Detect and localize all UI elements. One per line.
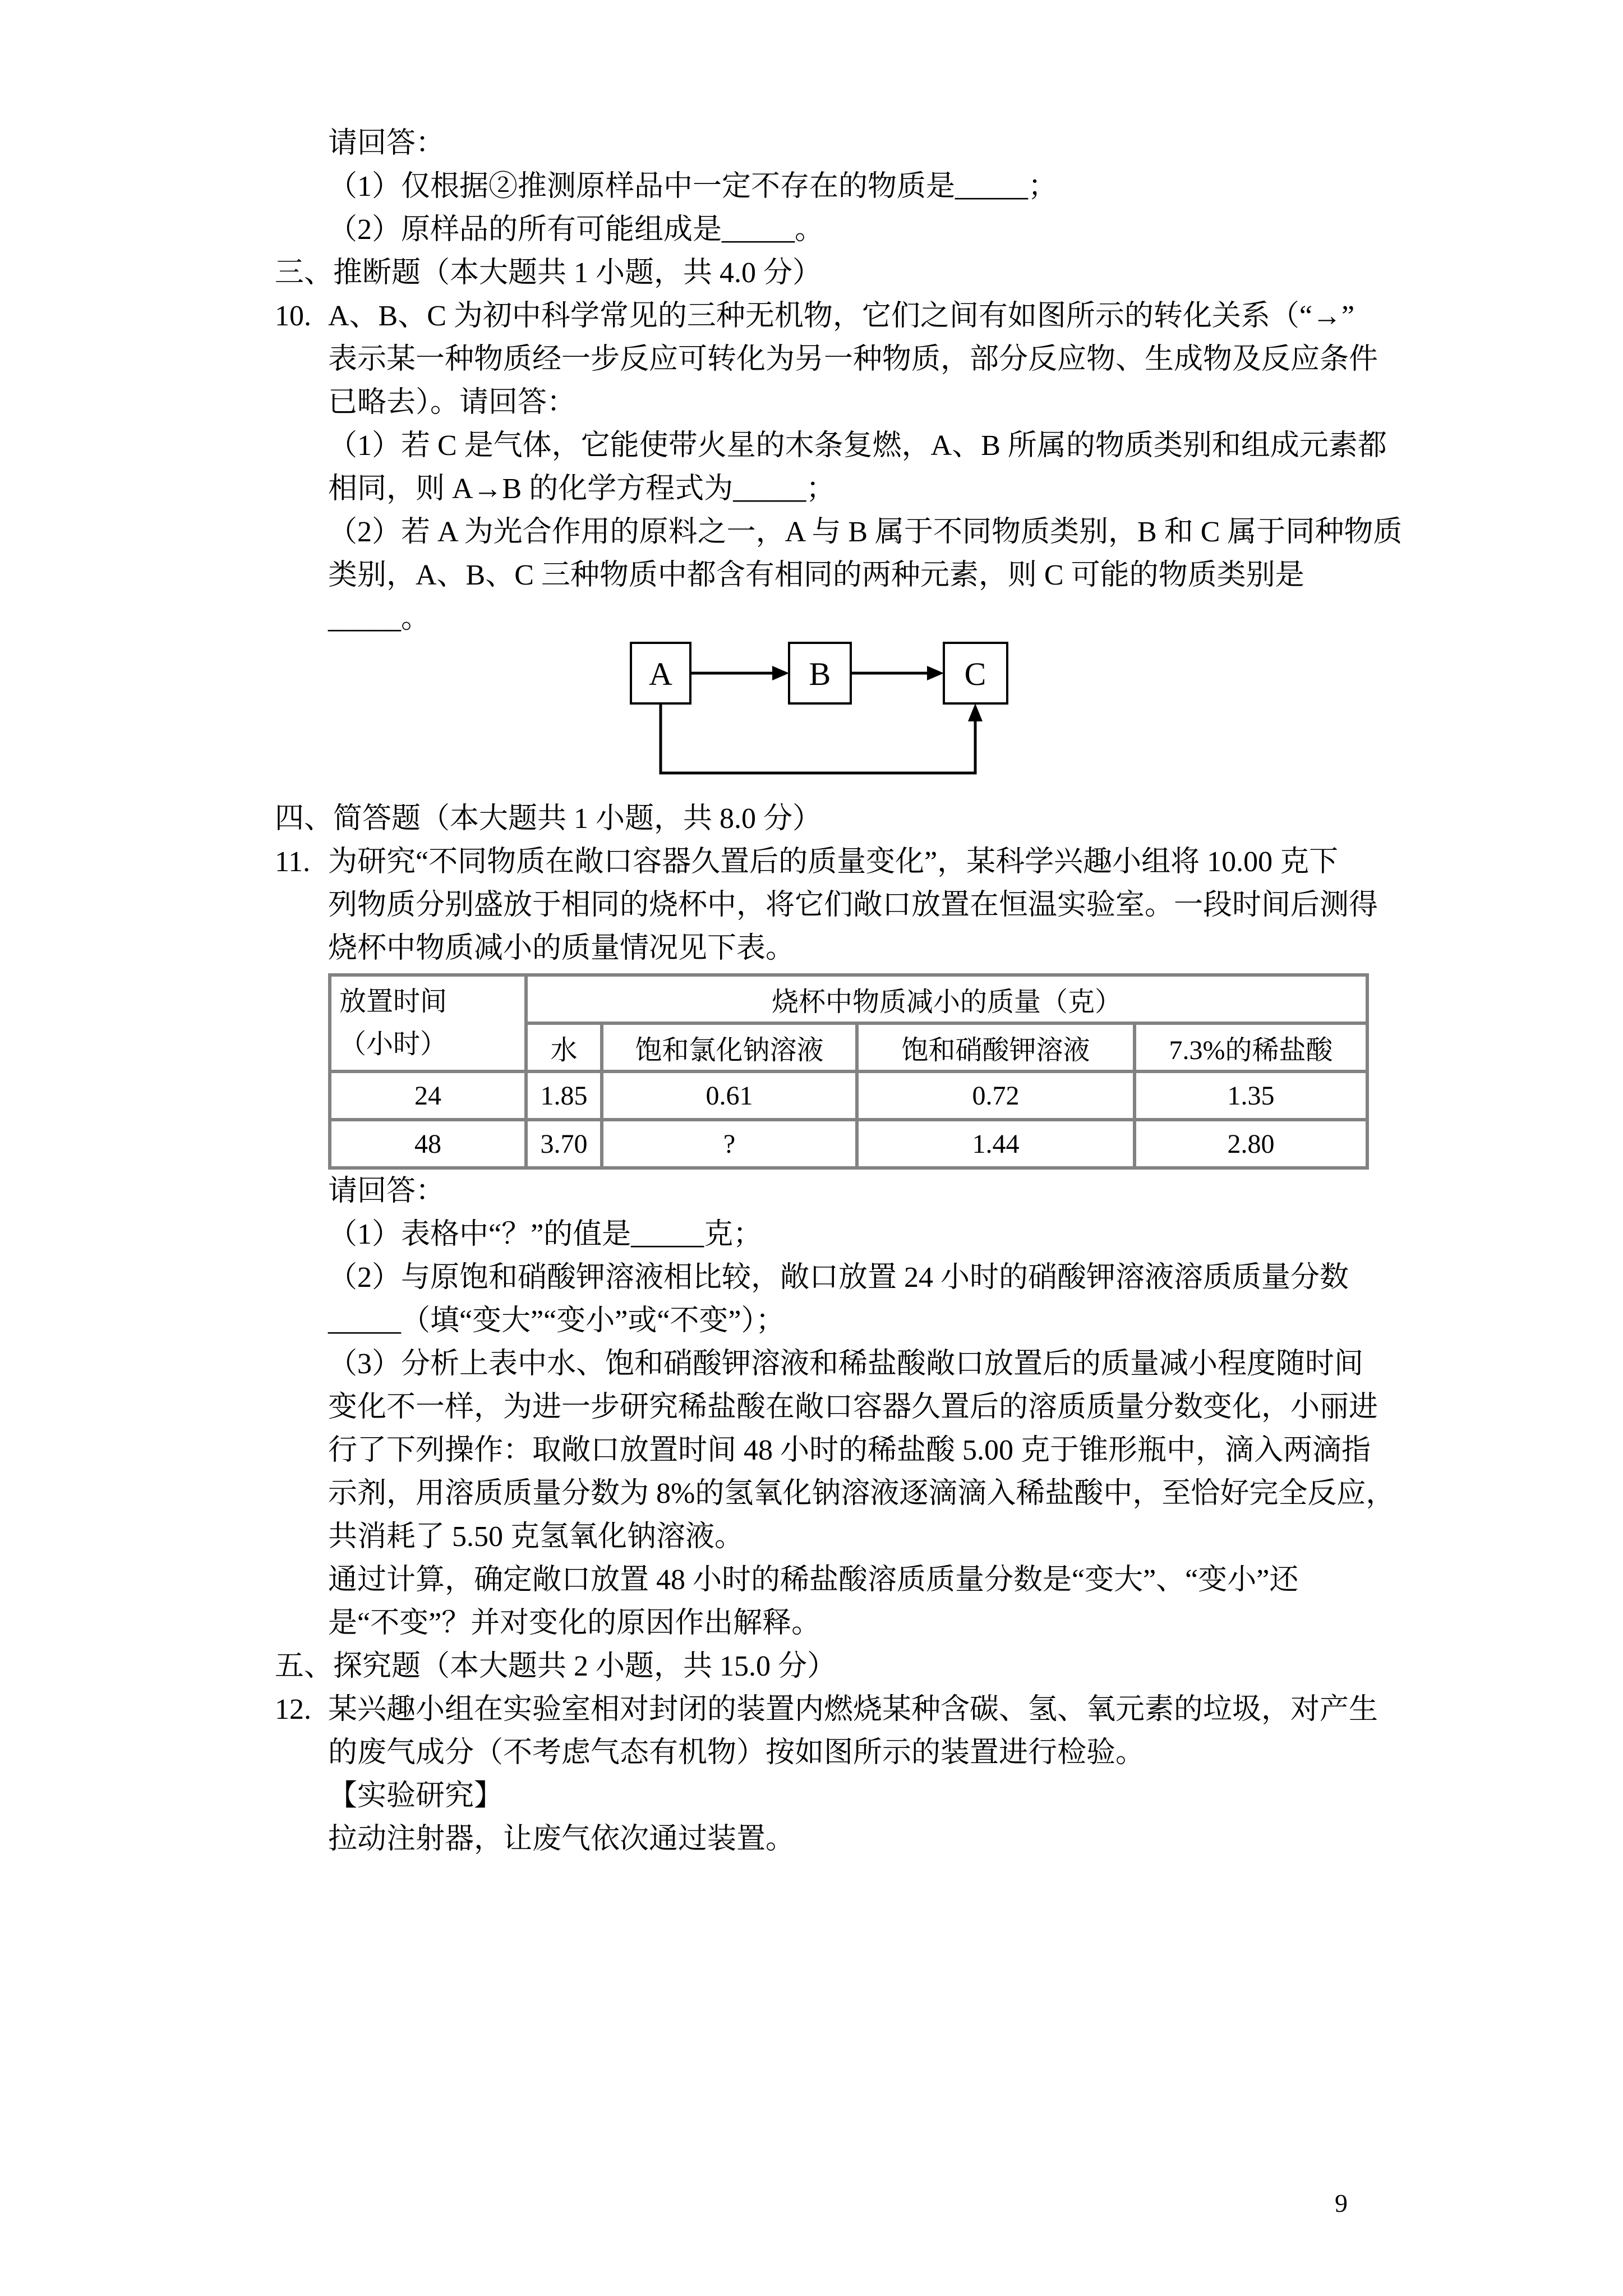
- blank-fill-line: （2）原样品的所有可能组成是_____。: [328, 214, 824, 246]
- section-heading: 四、简答题（本大题共 1 小题，共 8.0 分）: [275, 803, 822, 835]
- text-line: 是“不变”？并对变化的原因作出解释。: [328, 1607, 821, 1639]
- cell-time: 48: [330, 1120, 526, 1168]
- text-line: 共消耗了 5.50 克氢氧化钠溶液。: [328, 1521, 744, 1553]
- diagram-label-c: C: [964, 656, 986, 692]
- text-line: 请回答：: [328, 1175, 445, 1207]
- text-line: 变化不一样，为进一步研究稀盐酸在敞口容器久置后的溶质质量分数变化，小丽进: [328, 1391, 1378, 1423]
- arrowhead-a-to-b: [772, 666, 789, 680]
- text-line: 类别，A、B、C 三种物质中都含有相同的两种元素，则 C 可能的物质类别是: [328, 559, 1304, 591]
- text-line: 拉动注射器，让废气依次通过装置。: [328, 1823, 795, 1855]
- corner-line-2: （小时）: [339, 1029, 448, 1059]
- arrowhead-loop-to-c: [968, 703, 983, 721]
- cell-time: 24: [330, 1071, 526, 1120]
- table-row: [330, 1071, 1367, 1120]
- text-line: 烧杯中物质减小的质量情况见下表。: [328, 932, 795, 964]
- cell-value: 2.80: [1135, 1120, 1367, 1168]
- text-line: 行了下列操作：取敞口放置时间 48 小时的稀盐酸 5.00 克于锥形瓶中，滴入两滴指: [328, 1434, 1371, 1466]
- cell-value: 1.44: [857, 1120, 1135, 1168]
- diagram-label-a: A: [649, 656, 672, 692]
- cell-value: 1.85: [526, 1071, 602, 1120]
- question-11-first-line: [275, 840, 1453, 884]
- section-heading: 五、探究题（本大题共 2 小题，共 15.0 分）: [275, 1650, 837, 1682]
- blank-fill-line: _____。: [328, 602, 431, 634]
- bracket-subheading: 【实验研究】: [328, 1780, 504, 1812]
- section-heading: 三、推断题（本大题共 1 小题，共 4.0 分）: [275, 257, 822, 289]
- diagram-label-b: B: [809, 656, 831, 692]
- text-line: 通过计算，确定敞口放置 48 小时的稀盐酸溶质质量分数是“变大”、“变小”还: [328, 1564, 1299, 1596]
- transformation-diagram: [275, 640, 1453, 797]
- text-line: 列物质分别盛放于相同的烧杯中，将它们敞口放置在恒温实验室。一段时间后测得: [328, 889, 1378, 921]
- table-group-header-row: [330, 975, 1367, 1023]
- text-line: 请回答：: [328, 127, 445, 159]
- blank-fill-line: （1）表格中“？”的值是_____克；: [328, 1218, 763, 1250]
- table-group-header: 烧杯中物质减小的质量（克）: [526, 975, 1367, 1023]
- text-line: （2）与原饱和硝酸钾溶液相比较，敞口放置 24 小时的硝酸钾溶液溶质质量分数: [328, 1262, 1349, 1294]
- text-line: 已略去）。请回答：: [328, 386, 577, 418]
- cell-value-unknown: ?: [602, 1120, 857, 1168]
- text-line: （1）若 C 是气体，它能使带火星的木条复燃，A、B 所属的物质类别和组成元素都: [328, 430, 1387, 462]
- page-content: [275, 122, 1453, 1861]
- text-line: 的废气成分（不考虑气态有机物）按如图所示的装置进行检验。: [328, 1737, 1145, 1769]
- page-number: 9: [1335, 2189, 1348, 2217]
- arrowhead-b-to-c: [927, 666, 944, 680]
- cell-value: 3.70: [526, 1120, 602, 1168]
- question-number: 12.: [275, 1694, 311, 1726]
- loop-arrow-a-to-c: [661, 703, 975, 773]
- question-number: 11.: [275, 846, 311, 878]
- table-row: [330, 1120, 1367, 1168]
- text-line: 示剂，用溶质质量分数为 8%的氢氧化钠溶液逐滴滴入稀盐酸中，至恰好完全反应，: [328, 1478, 1395, 1510]
- corner-line-1: 放置时间: [339, 987, 448, 1016]
- text-run: 某兴趣小组在实验室相对封闭的装置内燃烧某种含碳、氢、氧元素的垃圾，对产生: [328, 1694, 1378, 1726]
- text-line: （2）若 A 为光合作用的原料之一，A 与 B 属于不同物质类别，B 和 C 属于同种物质: [328, 516, 1403, 548]
- cell-value: 1.35: [1135, 1071, 1367, 1120]
- mass-loss-table: [328, 973, 1369, 1170]
- table-corner-cell: [330, 975, 526, 1071]
- text-line: 表示某一种物质经一步反应可转化为另一种物质，部分反应物、生成物及反应条件: [328, 343, 1378, 375]
- column-header-water: 水: [526, 1023, 602, 1071]
- question-10-first-line: [275, 295, 1453, 338]
- text-run: 为研究“不同物质在敞口容器久置后的质量变化”，某科学兴趣小组将 10.00 克下: [328, 846, 1339, 878]
- question-number: 10.: [275, 300, 311, 332]
- blank-fill-line: 相同，则 A→B 的化学方程式为_____；: [328, 473, 836, 505]
- question-12-first-line: [275, 1688, 1453, 1731]
- blank-fill-line: （1）仅根据②推测原样品中一定不存在的物质是_____；: [328, 171, 1058, 203]
- cell-value: 0.61: [602, 1071, 857, 1120]
- cell-value: 0.72: [857, 1071, 1135, 1120]
- blank-fill-line: _____（填“变大”“变小”或“不变”）；: [328, 1305, 785, 1337]
- column-header-kno3: 饱和硝酸钾溶液: [857, 1023, 1135, 1071]
- text-line: （3）分析上表中水、饱和硝酸钾溶液和稀盐酸敞口放置后的质量减小程度随时间: [328, 1348, 1364, 1380]
- text-run: A、B、C 为初中科学常见的三种无机物，它们之间有如图所示的转化关系（“→”: [328, 300, 1355, 332]
- column-header-hcl: 7.3%的稀盐酸: [1135, 1023, 1367, 1071]
- column-header-nacl: 饱和氯化钠溶液: [602, 1023, 857, 1071]
- diagram-svg: [328, 640, 1113, 797]
